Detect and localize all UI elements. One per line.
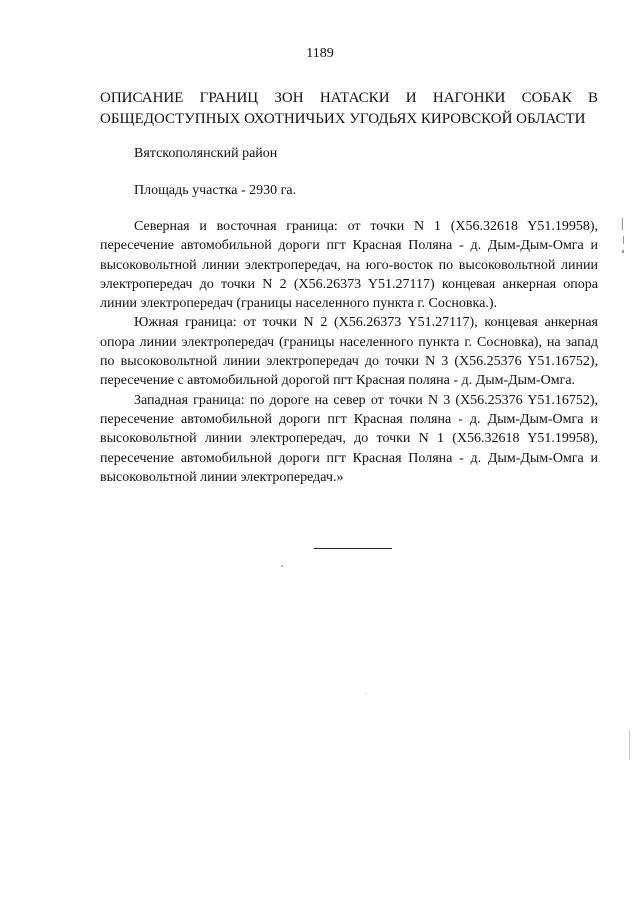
scan-artifact	[622, 250, 624, 253]
scan-artifact	[622, 218, 623, 230]
southern-boundary-paragraph: Южная граница: от точки N 2 (X56.26373 Y51.27117), концевая анкерная опора линии электропередач (границы населенного пункта г. Сосновка), на запад по высоковольтной линии электропередач до точки N 3 (X56.25376 Y51.16752), пересечение с автомобильной дорогой пгт Красная поляна - д. Дым-Дым-Омга.	[100, 315, 598, 389]
document-title: ОПИСАНИЕ ГРАНИЦ ЗОН НАТАСКИ И НАГОНКИ СОБАК В ОБЩЕДОСТУПНЫХ ОХОТНИЧЬИХ УГОДЬЯХ КИРОВСКОЙ ОБЛАСТИ	[100, 90, 598, 127]
northern-eastern-boundary-paragraph: Северная и восточная граница: от точки N 1 (X56.32618 Y51.19958), пересечение автомобильной дороги пгт Красная Поляна - д. Дым-Дым-Омга и высоковольтной линии электропередач, на юго-восток по высоковольтной линии электропередач до точки N 2 (X56.26373 Y51.27117) концевая анкерная опора линии электропередач (границы населенного пункта г. Сосновка.).	[100, 219, 598, 312]
scan-artifact	[365, 693, 366, 694]
district-name: Вятскополянский район	[134, 146, 278, 161]
closing-divider-line	[314, 548, 392, 549]
page-number: 1189	[306, 46, 334, 61]
western-boundary-paragraph: Западная граница: по дороге на север от точки N 3 (X56.25376 Y51.16752), пересечение автомобильной дороги пгт Красная поляна - д. Дым-Дым-Омга и высоковольтной линии электропередач, до точки N 1 (X56.32618 Y51.19958), пересечение автомобильной дороги пгт Красная Поляна - д. Дым-Дым-Омга и высоковольтной линии электропередач.»	[100, 392, 598, 485]
scan-artifact	[623, 236, 624, 244]
scan-artifact	[629, 730, 630, 760]
plot-area: Площадь участка - 2930 га.	[134, 183, 297, 198]
boundary-description	[100, 217, 598, 487]
scan-artifact	[281, 565, 283, 567]
